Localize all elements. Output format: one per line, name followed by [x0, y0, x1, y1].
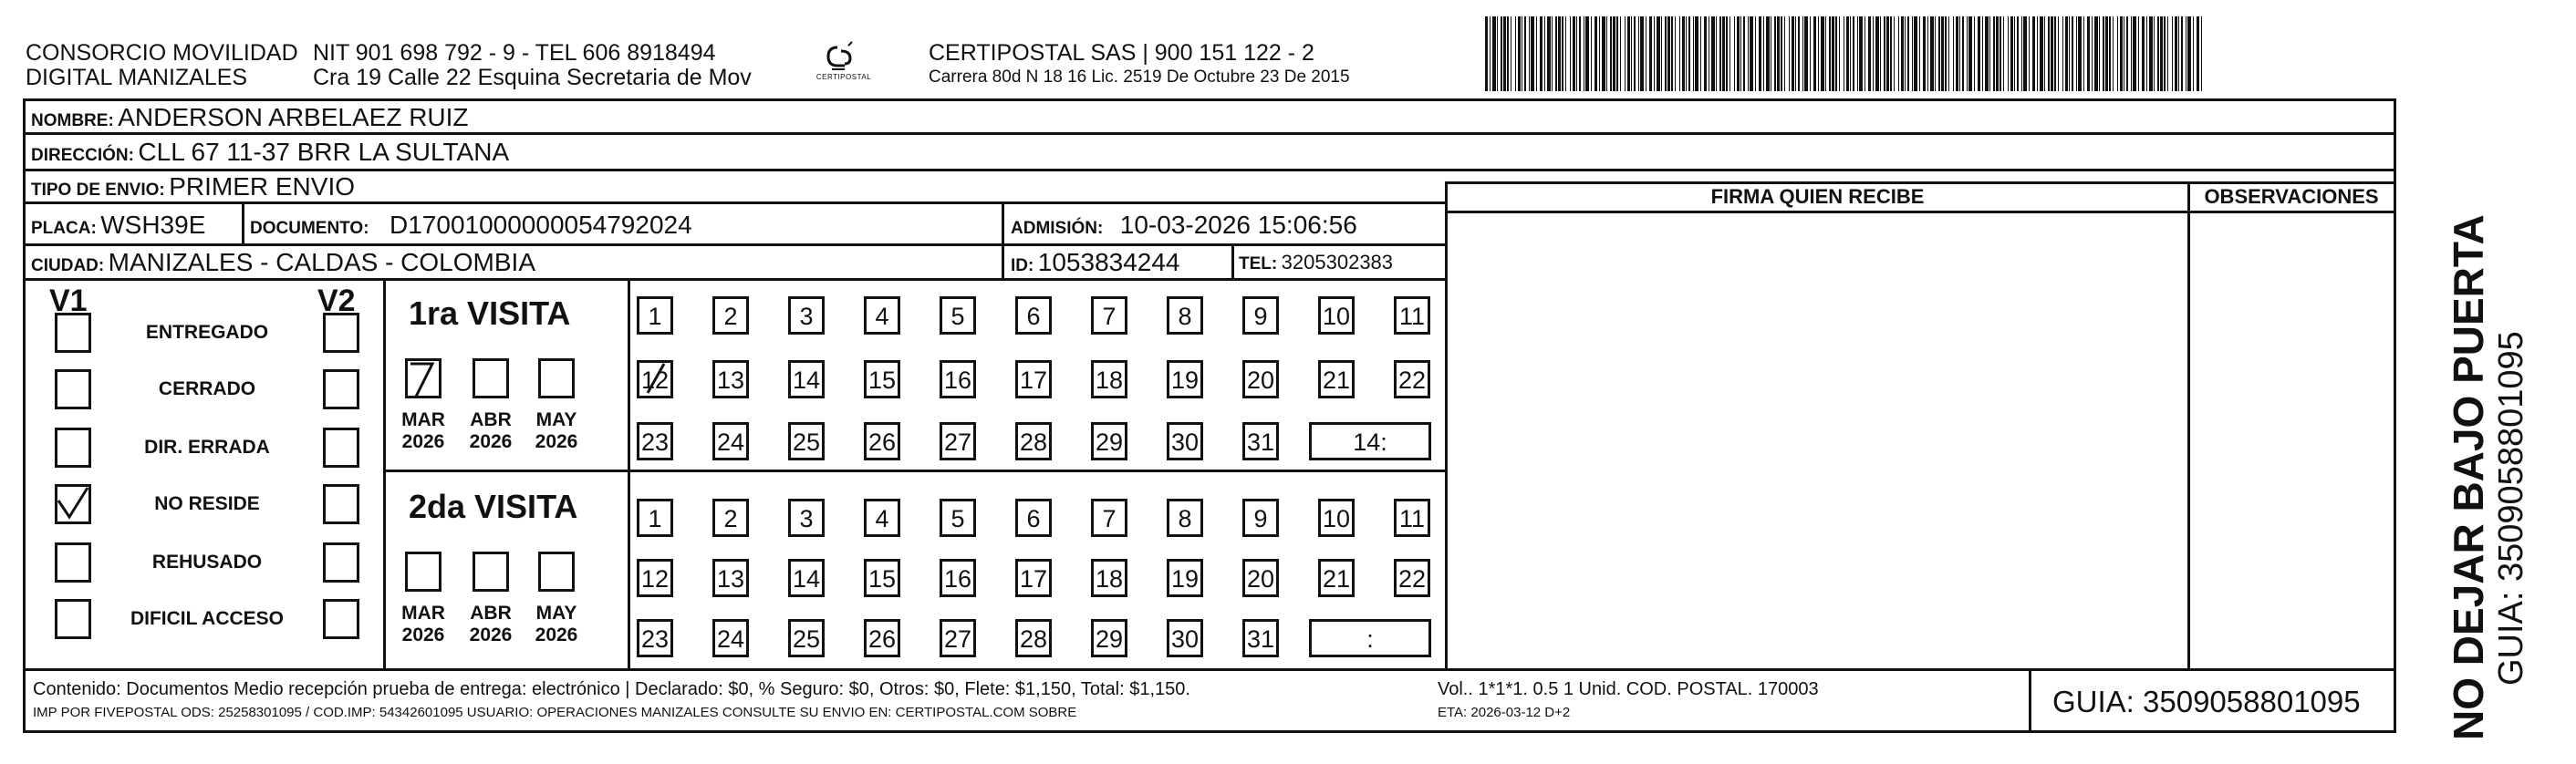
day-box[interactable]: 23: [637, 422, 673, 460]
day-box[interactable]: 21: [1318, 360, 1355, 398]
courier-address: Carrera 80d N 18 16 Lic. 2519 De Octubre 23 De 2015: [929, 67, 1350, 87]
documento-label: DOCUMENTO:: [250, 219, 369, 238]
day-box[interactable]: 9: [1242, 499, 1279, 537]
day-box[interactable]: 19: [1167, 360, 1203, 398]
month-label: [394, 409, 452, 453]
observaciones-header: OBSERVACIONES: [2204, 185, 2379, 208]
v1-checkbox[interactable]: [55, 313, 91, 353]
tipo-row: [31, 174, 355, 200]
v2-label: V2: [317, 284, 356, 318]
placa-label: PLACA:: [31, 219, 97, 238]
day-box[interactable]: 19: [1167, 559, 1203, 597]
status-label: DIFICIL ACCESO: [130, 608, 284, 629]
side-guia: GUIA: 3509058801095: [2492, 331, 2530, 686]
day-box[interactable]: 5: [940, 296, 976, 335]
status-label: NO RESIDE: [154, 493, 260, 514]
day-box[interactable]: 27: [940, 619, 976, 657]
day-box[interactable]: 24: [712, 619, 749, 657]
month-year: 2026: [401, 431, 445, 452]
nombre-value: ANDERSON ARBELAEZ RUIZ: [118, 103, 469, 131]
footer-line2b: ETA: 2026-03-12 D+2: [1438, 705, 1571, 720]
day-box[interactable]: 23: [637, 619, 673, 657]
day-box[interactable]: 17: [1015, 559, 1052, 597]
day-box[interactable]: 1: [637, 499, 673, 537]
day-box[interactable]: 1: [637, 296, 673, 335]
day-box[interactable]: 11: [1394, 499, 1430, 537]
month-checkbox[interactable]: [538, 552, 575, 592]
first-visit-title: 1ra VISITA: [409, 294, 571, 332]
signature-area: [1448, 214, 2187, 668]
placa-value: WSH39E: [100, 211, 206, 239]
month-checkbox[interactable]: [473, 358, 509, 398]
month-checkbox[interactable]: [473, 552, 509, 592]
admision-row: [1011, 212, 1357, 238]
day-box[interactable]: 12: [637, 559, 673, 597]
status-label: CERRADO: [158, 378, 256, 399]
day-box[interactable]: 28: [1015, 422, 1052, 460]
v2-checkbox[interactable]: [323, 428, 359, 468]
day-box[interactable]: 11: [1394, 296, 1430, 335]
id-value: 1053834244: [1037, 248, 1180, 276]
nombre-row: [31, 105, 469, 130]
day-box[interactable]: 26: [864, 619, 900, 657]
tipo-value: PRIMER ENVIO: [169, 172, 356, 201]
day-box[interactable]: 22: [1394, 559, 1430, 597]
v2-checkbox[interactable]: [323, 599, 359, 639]
status-label: DIR. ERRADA: [144, 437, 270, 458]
day-box[interactable]: 25: [788, 422, 825, 460]
v1-label: V1: [49, 284, 88, 318]
day-box[interactable]: 4: [864, 499, 900, 537]
v2-checkbox[interactable]: [323, 369, 359, 409]
id-label: ID:: [1011, 256, 1034, 275]
admision-value: 10-03-2026 15:06:56: [1119, 211, 1357, 239]
time-box[interactable]: :: [1309, 619, 1431, 657]
admision-label: ADMISIÓN:: [1011, 219, 1104, 238]
day-box[interactable]: 24: [712, 422, 749, 460]
day-box[interactable]: 20: [1242, 360, 1279, 398]
month-checkbox[interactable]: [405, 552, 441, 592]
nombre-label: NOMBRE:: [31, 111, 114, 130]
courier-name: CERTIPOSTAL SAS | 900 151 122 - 2: [929, 40, 1314, 66]
ciudad-label: CIUDAD:: [31, 256, 105, 275]
month-label: [462, 409, 520, 453]
day-box[interactable]: 30: [1167, 422, 1203, 460]
day-box[interactable]: 2: [712, 499, 749, 537]
day-box[interactable]: 13: [712, 360, 749, 398]
documento-value: D17001000000054792024: [390, 211, 692, 239]
status-label: REHUSADO: [151, 552, 263, 573]
day-box[interactable]: 20: [1242, 559, 1279, 597]
day-box[interactable]: 7: [1091, 296, 1127, 335]
day-box[interactable]: 21: [1318, 559, 1355, 597]
day-box[interactable]: 30: [1167, 619, 1203, 657]
day-box[interactable]: 29: [1091, 422, 1127, 460]
day-box[interactable]: 12: [637, 360, 673, 398]
side-warning: NO DEJAR BAJO PUERTA: [2445, 214, 2492, 740]
day-box[interactable]: 3: [788, 296, 825, 335]
day-box[interactable]: 8: [1167, 296, 1203, 335]
footer-line1b: Vol.. 1*1*1. 0.5 1 Unid. COD. POSTAL. 170003: [1438, 679, 1819, 699]
day-box[interactable]: 6: [1015, 296, 1052, 335]
day-box[interactable]: 28: [1015, 619, 1052, 657]
firma-header: FIRMA QUIEN RECIBE: [1710, 185, 1925, 208]
day-box[interactable]: 3: [788, 499, 825, 537]
v2-checkbox[interactable]: [323, 484, 359, 524]
placa-row: [31, 212, 205, 238]
month-name: MAY: [535, 409, 577, 430]
second-visit-title: 2da VISITA: [409, 488, 578, 525]
day-box[interactable]: 10: [1318, 499, 1355, 537]
month-name: MAR: [401, 409, 445, 430]
day-box[interactable]: 7: [1091, 499, 1127, 537]
day-box[interactable]: 4: [864, 296, 900, 335]
month-year: 2026: [535, 625, 578, 645]
direccion-value: CLL 67 11-37 BRR LA SULTANA: [138, 138, 510, 166]
v2-checkbox[interactable]: [323, 542, 359, 583]
barcode-bar: [2201, 16, 2202, 91]
barcode: [1485, 16, 2206, 91]
day-box[interactable]: 15: [864, 559, 900, 597]
day-box[interactable]: 8: [1167, 499, 1203, 537]
time-box[interactable]: 14:: [1309, 422, 1431, 460]
month-checkbox[interactable]: [405, 358, 441, 398]
v1-checkbox[interactable]: [55, 484, 91, 524]
day-box[interactable]: 26: [864, 422, 900, 460]
courier-logo: [810, 38, 878, 88]
footer-line2: IMP POR FIVEPOSTAL ODS: 25258301095 / COD.IMP: 54342601095 USUARIO: OPERACIONES MANIZALES CONSULTE SU ENVIO EN: CERTIPOSTAL.COM SOBRE: [33, 705, 1077, 720]
sender-name-line2: DIGITAL MANIZALES: [26, 65, 248, 90]
ciudad-value: MANIZALES - CALDAS - COLOMBIA: [108, 248, 535, 276]
sender-nit: NIT 901 698 792 - 9 - TEL 606 8918494: [313, 40, 716, 66]
sender-name-line1: CONSORCIO MOVILIDAD: [26, 40, 298, 66]
day-box[interactable]: 29: [1091, 619, 1127, 657]
v1-checkbox[interactable]: [55, 542, 91, 583]
courier-logo-text: CERTIPOSTAL: [815, 73, 872, 81]
v1-checkbox[interactable]: [55, 599, 91, 639]
month-label: [527, 409, 586, 453]
month-name: MAR: [401, 603, 445, 624]
tel-value: 3205302383: [1281, 251, 1394, 274]
side-text: [2445, 214, 2530, 740]
day-box[interactable]: 16: [940, 360, 976, 398]
month-year: 2026: [535, 431, 578, 452]
month-name: ABR: [470, 603, 512, 624]
month-label: [394, 603, 452, 646]
delivery-form: [23, 98, 2396, 733]
month-checkbox[interactable]: [538, 358, 575, 398]
documento-row: [250, 212, 692, 238]
slash-mark-icon: [637, 360, 673, 398]
day-box[interactable]: 14: [788, 559, 825, 597]
ciudad-row: [31, 250, 535, 275]
footer-line1: Contenido: Documentos Medio recepción prueba de entrega: electrónico | Declarado: $0, % Seguro: $0, Otros: $0, Flete: $1,150, Total: $1,150.: [33, 679, 1190, 699]
month-year: 2026: [469, 625, 513, 645]
day-box[interactable]: 18: [1091, 559, 1127, 597]
day-box[interactable]: 9: [1242, 296, 1279, 335]
month-year: 2026: [469, 431, 513, 452]
day-box[interactable]: 10: [1318, 296, 1355, 335]
tipo-label: TIPO DE ENVIO:: [31, 181, 165, 200]
month-label: [527, 603, 586, 646]
day-box[interactable]: 13: [712, 559, 749, 597]
month-label: [462, 603, 520, 646]
day-box[interactable]: 2: [712, 296, 749, 335]
v1-checkbox[interactable]: [55, 369, 91, 409]
direccion-row: [31, 139, 509, 165]
day-box[interactable]: 31: [1242, 619, 1279, 657]
direccion-label: DIRECCIÓN:: [31, 146, 134, 165]
sender-address: Cra 19 Calle 22 Esquina Secretaria de Mov: [313, 65, 752, 90]
tel-label: TEL:: [1239, 254, 1278, 274]
month-name: ABR: [470, 409, 512, 430]
day-box[interactable]: 31: [1242, 422, 1279, 460]
status-label: ENTREGADO: [145, 322, 269, 343]
v2-checkbox[interactable]: [323, 313, 359, 353]
day-box[interactable]: 6: [1015, 499, 1052, 537]
id-row: [1011, 250, 1180, 275]
day-box[interactable]: 17: [1015, 360, 1052, 398]
day-box[interactable]: 25: [788, 619, 825, 657]
day-box[interactable]: 14: [788, 360, 825, 398]
v1-checkbox[interactable]: [55, 428, 91, 468]
slash-mark-icon: [405, 358, 441, 398]
day-box[interactable]: 5: [940, 499, 976, 537]
observations-area: [2190, 214, 2393, 668]
day-box[interactable]: 18: [1091, 360, 1127, 398]
day-box[interactable]: 27: [940, 422, 976, 460]
month-name: MAY: [535, 603, 577, 624]
day-box[interactable]: 15: [864, 360, 900, 398]
footer-guia: GUIA: 3509058801095: [2052, 685, 2361, 718]
day-box[interactable]: 16: [940, 559, 976, 597]
month-year: 2026: [401, 625, 445, 645]
tel-row: [1239, 253, 1393, 273]
check-mark-icon: [55, 484, 91, 524]
day-box[interactable]: 22: [1394, 360, 1430, 398]
